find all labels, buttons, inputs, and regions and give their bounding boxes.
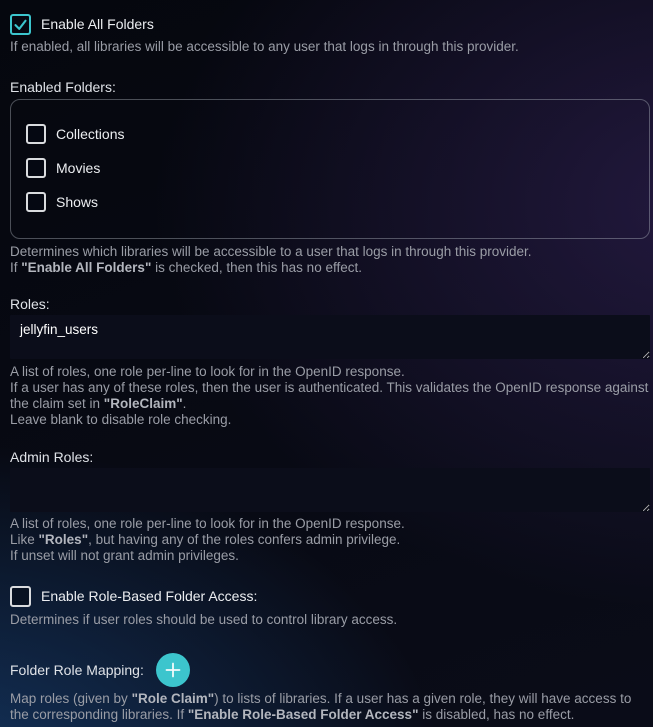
- role-based-access-label[interactable]: Enable Role-Based Folder Access:: [41, 588, 258, 604]
- plus-icon: [165, 662, 181, 678]
- enable-all-folders-checkbox[interactable]: [10, 14, 31, 35]
- folder-item-movies[interactable]: [26, 158, 634, 178]
- folder-item-shows[interactable]: [26, 192, 634, 212]
- collections-label[interactable]: Collections: [56, 126, 125, 142]
- roles-description: A list of roles, one role per-line to look for in the OpenID response. If a user has any of these roles, then the user is authenticated. This validates the OpenID response against the claim set in "RoleClaim". Leave blank to disable role checking.: [10, 364, 649, 427]
- roles-label: Roles:: [10, 296, 50, 312]
- folder-item-collections[interactable]: [26, 124, 634, 144]
- movies-label[interactable]: Movies: [56, 160, 101, 176]
- admin-roles-textarea[interactable]: [10, 468, 650, 512]
- checkmark-icon: [13, 17, 28, 32]
- enable-all-folders-row[interactable]: [10, 13, 650, 35]
- admin-roles-description: A list of roles, one role per-line to look for in the OpenID response. Like "Roles", but having any of the roles confers admin privilege. If unset will not grant admin privileges.: [10, 516, 405, 563]
- admin-roles-label: Admin Roles:: [10, 449, 94, 465]
- movies-checkbox[interactable]: [26, 158, 46, 178]
- enable-all-folders-label[interactable]: Enable All Folders: [41, 16, 154, 32]
- enabled-folders-description: Determines which libraries will be accessible to a user that logs in through this provider. If "Enable All Folders" is checked, then this has no effect.: [10, 244, 532, 275]
- enabled-folders-list: [10, 99, 650, 239]
- enabled-folders-label: Enabled Folders:: [10, 79, 116, 95]
- shows-label[interactable]: Shows: [56, 194, 99, 210]
- role-based-access-checkbox[interactable]: [10, 586, 31, 607]
- enable-all-folders-description: If enabled, all libraries will be accessible to any user that logs in through this provider.: [10, 39, 519, 54]
- role-based-access-row[interactable]: [10, 585, 650, 607]
- add-folder-role-mapping-button[interactable]: [156, 653, 190, 687]
- role-based-access-description: Determines if user roles should be used to control library access.: [10, 612, 398, 627]
- shows-checkbox[interactable]: [26, 192, 46, 212]
- folder-role-mapping-label: Folder Role Mapping:: [10, 662, 144, 678]
- roles-textarea[interactable]: [10, 315, 650, 359]
- collections-checkbox[interactable]: [26, 124, 46, 144]
- folder-role-mapping-row: [10, 653, 650, 687]
- folder-role-mapping-description: Map roles (given by "Role Claim") to lists of libraries. If a user has a given role, they will have access to the corresponding libraries. If "Enable Role-Based Folder Access" is disabled, has no effect.: [10, 691, 632, 722]
